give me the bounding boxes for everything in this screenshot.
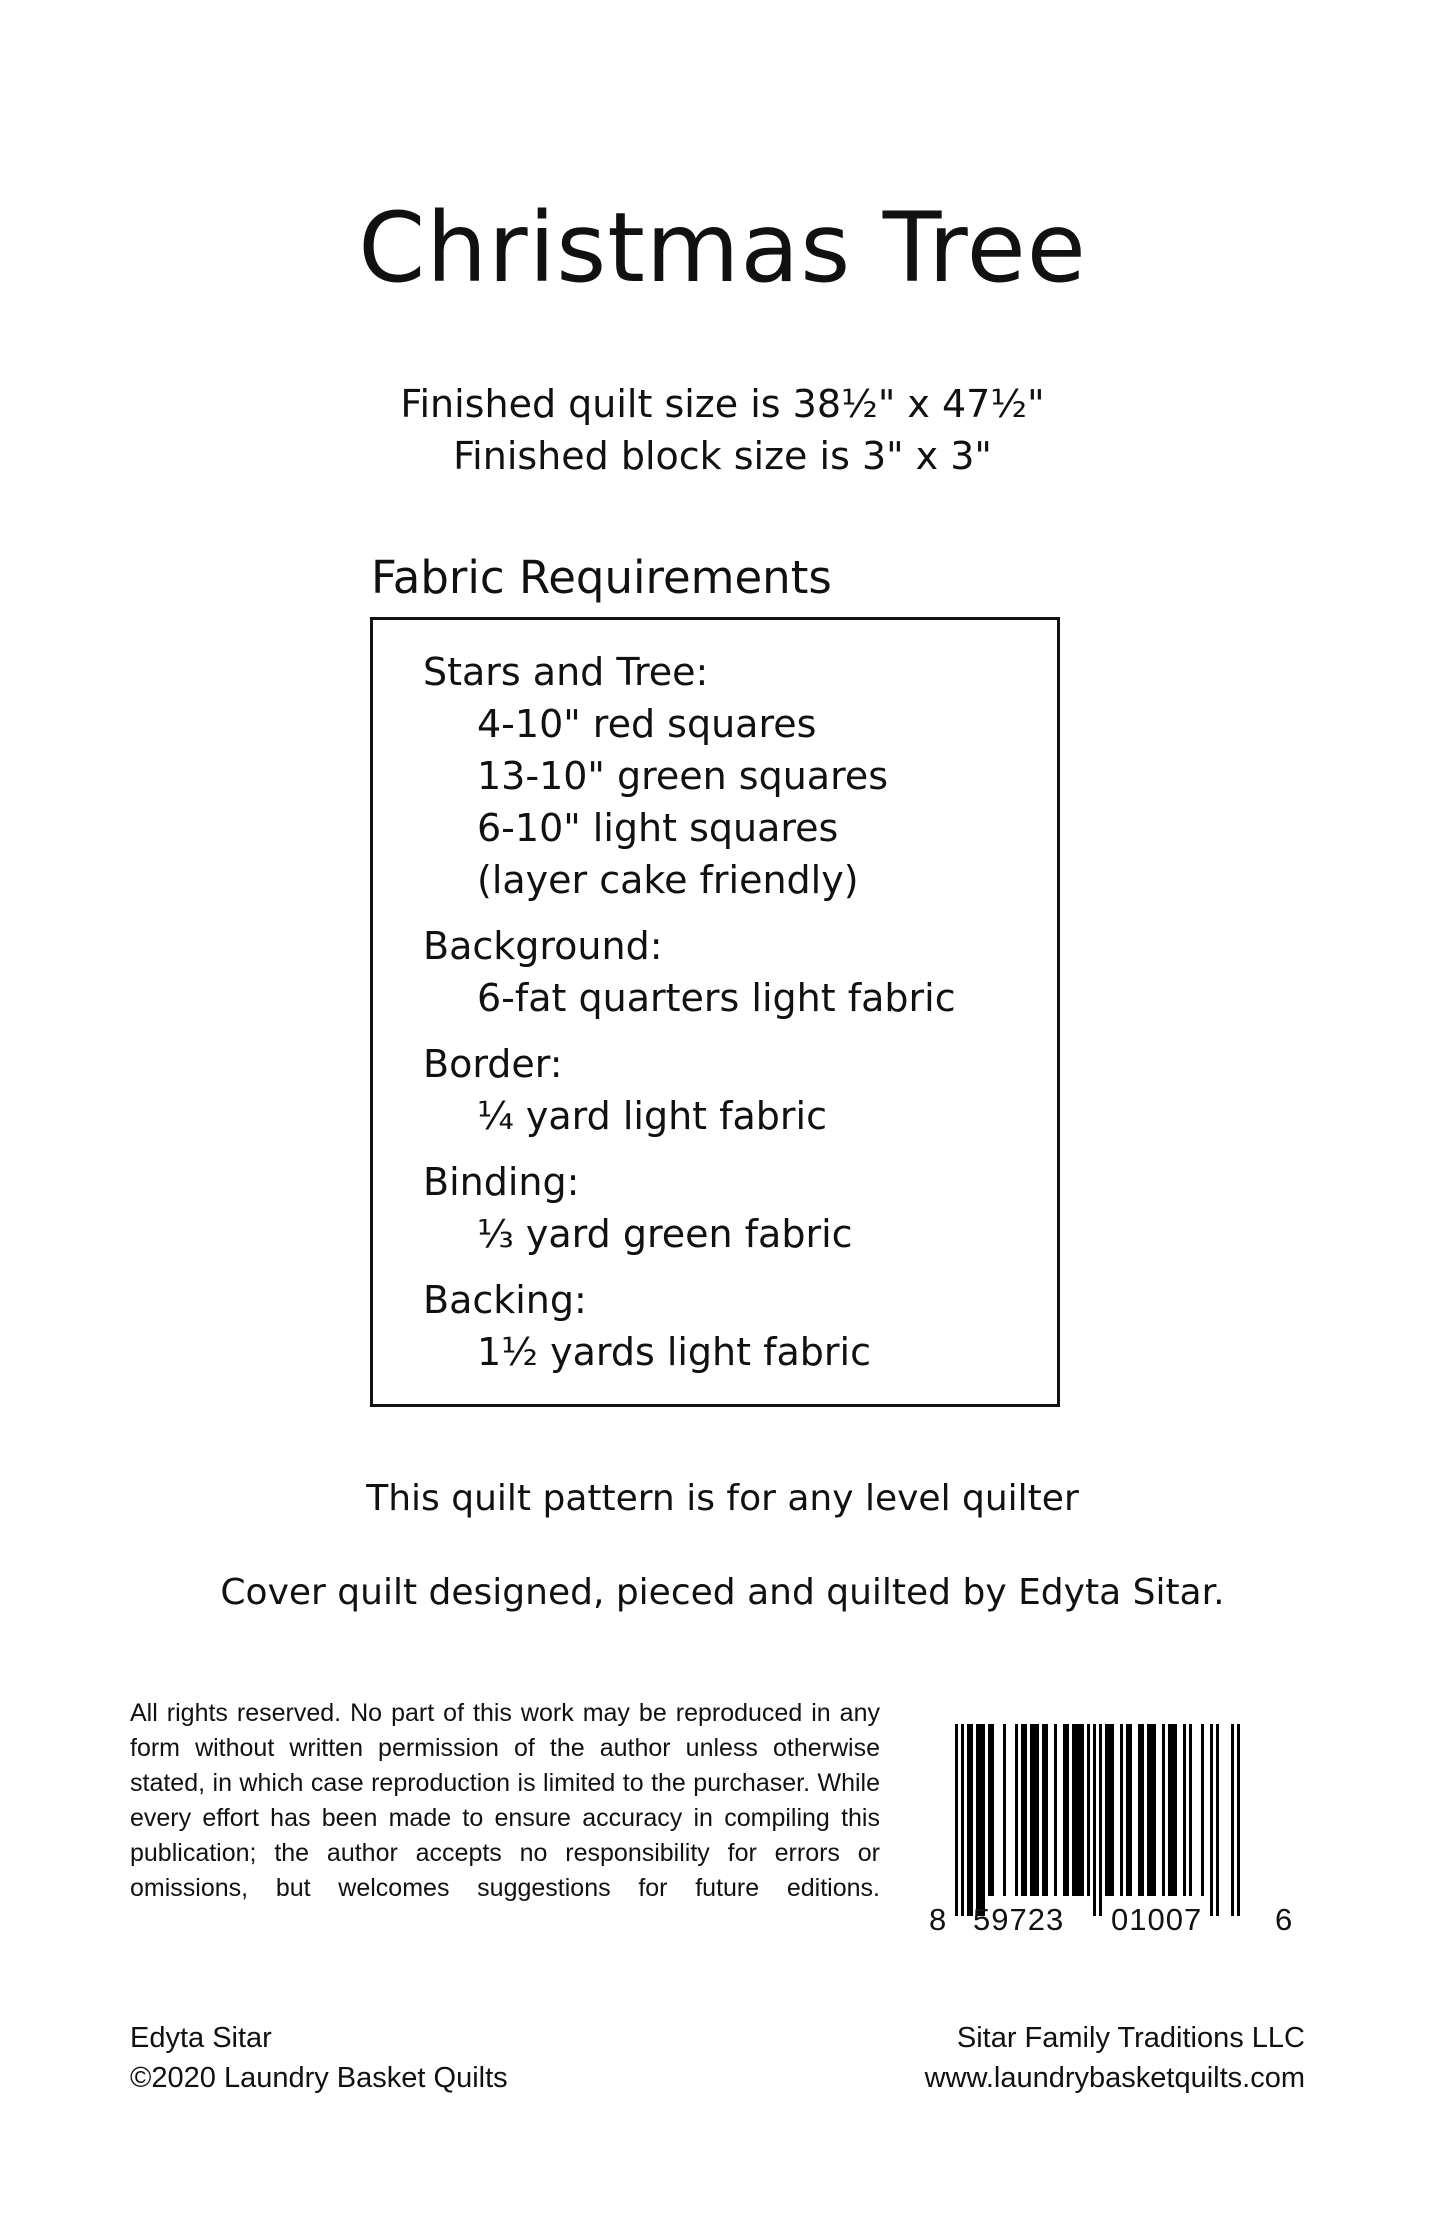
barcode-bar [1003,1724,1006,1896]
barcode-bar [1042,1724,1045,1896]
barcode-bar [1081,1724,1084,1896]
level-note: This quilt pattern is for any level quilter [366,1478,1079,1519]
category-item: (layer cake friendly) [477,858,859,902]
barcode-bar [1150,1724,1153,1896]
barcode-last-digit: 6 [1275,1902,1293,1937]
barcode-first-digit: 8 [929,1902,947,1937]
barcode-bar [1210,1724,1213,1916]
barcode-bar [1066,1724,1069,1896]
category-heading: Binding: [423,1160,580,1204]
footer-copyright: ©2020 Laundry Basket Quilts [130,2062,508,2094]
barcode-bar [1099,1724,1102,1916]
category-item: 6-10" light squares [477,806,839,850]
barcode-bar [1138,1724,1141,1896]
category-item: ⅓ yard green fabric [477,1212,853,1256]
category-heading: Stars and Tree: [423,650,709,694]
category-item: 6-fat quarters light fabric [477,976,956,1020]
category-heading: Border: [423,1042,563,1086]
barcode-bar [1036,1724,1039,1896]
category-item: 13-10" green squares [477,754,889,798]
barcode-bar [1024,1724,1027,1896]
barcode-bar [1045,1724,1048,1896]
barcode-bar [1105,1724,1108,1896]
barcode-bar [1189,1724,1192,1896]
barcode [925,1720,1300,1940]
barcode-bar [1162,1724,1165,1896]
barcode-bar [1063,1724,1066,1896]
barcode-bar [1108,1724,1111,1896]
barcode-bar [988,1724,991,1896]
barcode-bar [1168,1724,1171,1896]
category-item: 1½ yards light fabric [477,1330,871,1374]
barcode-bar [1231,1724,1234,1916]
barcode-bar [991,1724,994,1896]
barcode-bar [1153,1724,1156,1896]
barcode-bar [1087,1724,1090,1896]
barcode-right-digits: 01007 [1111,1902,1203,1937]
fabric-requirements-heading: Fabric Requirements [371,551,832,604]
fabric-requirements-box [370,617,1060,1407]
barcode-bar [1129,1724,1132,1896]
barcode-bar [955,1724,958,1916]
footer-right [925,2018,1305,2098]
cover-credit: Cover quilt designed, pieced and quilted by Edyta Sitar. [220,1572,1225,1613]
size-info [0,378,1445,482]
fabric-requirements-list [423,646,956,1378]
block-size: Finished block size is 3" x 3" [453,434,992,478]
barcode-bar [1126,1724,1129,1896]
category-item: ¼ yard light fabric [477,1094,827,1138]
barcode-bar [1201,1724,1204,1896]
footer-author: Edyta Sitar [130,2022,272,2054]
category-item: 4-10" red squares [477,702,817,746]
barcode-bar [970,1724,973,1916]
footer-left [130,2018,508,2098]
barcode-bar [1183,1724,1186,1896]
footer-website[interactable]: www.laundrybasketquilts.com [924,2062,1305,2094]
barcode-bar [1021,1724,1024,1896]
barcode-bar [1015,1724,1018,1896]
category-heading: Background: [423,924,663,968]
barcode-bar [976,1724,979,1916]
category-heading: Backing: [423,1278,587,1322]
barcode-bar [967,1724,970,1916]
barcode-bar [1093,1724,1096,1916]
barcode-bar [1216,1724,1219,1916]
barcode-bar [1141,1724,1144,1896]
barcode-bar [1171,1724,1174,1896]
barcode-bar [1237,1724,1240,1916]
barcode-bar [1033,1724,1036,1896]
barcode-bar [1030,1724,1033,1896]
footer-company: Sitar Family Traditions LLC [956,2022,1305,2054]
barcode-bar [1120,1724,1123,1896]
barcode-bar [1078,1724,1081,1896]
barcode-bar [1111,1724,1114,1896]
barcode-bar [982,1724,985,1916]
quilt-size: Finished quilt size is 38½" x 47½" [400,382,1045,426]
barcode-bar [1054,1724,1057,1896]
barcode-left-digits: 59723 [973,1902,1065,1937]
barcode-bar [1147,1724,1150,1896]
page-title: Christmas Tree [358,192,1087,304]
barcode-bar [961,1724,964,1916]
barcode-bar [1075,1724,1078,1896]
barcode-bar [1174,1724,1177,1896]
rights-notice: All rights reserved. No part of this work may be reproduced in any form without written permission of the author unless otherwise stated, in which case reproduction is limited to the purchaser. While every effort has been made to ensure accuracy in compiling this publication; the author accepts no responsibility for errors or omissions, but welcomes suggestions for future editions. [130,1699,880,1902]
barcode-bar [979,1724,982,1916]
barcode-bar [1072,1724,1075,1896]
